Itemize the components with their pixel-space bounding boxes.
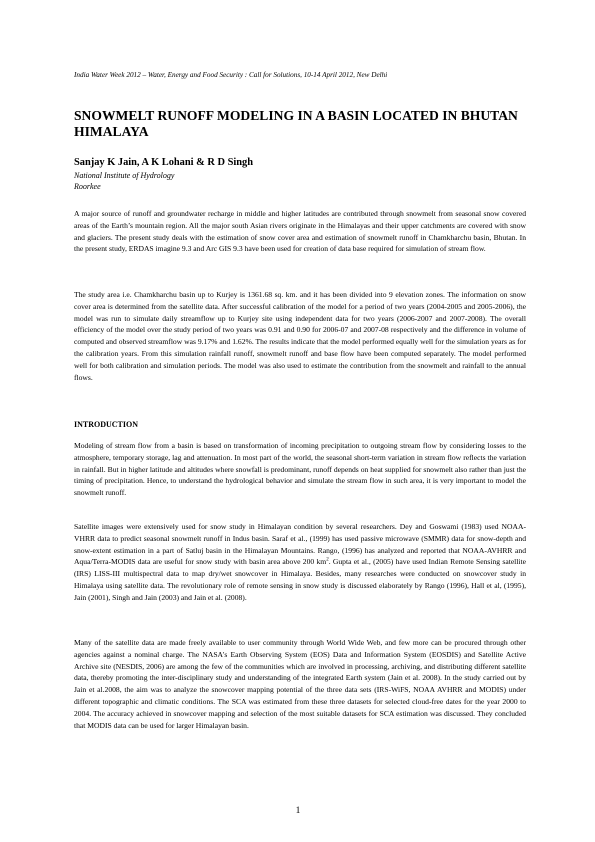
introduction-paragraph-2 — [74, 521, 526, 604]
introduction-paragraph-3: Many of the satellite data are made freely available to user community through World Wide Web, and few more can be procured through other agencies against a nominal charge. The NASA's Earth Observing System (EOS) Data and Information System (EOSDIS) and Satellite Active Archive site (NESDIS, 2006) are among the few of the communities which are involved in processing, archiving, and distributing different satellite data, thereby promoting the inter-disciplinary study and understanding of the integrated Earth system (Jain et al. 2008). In the study carried out by Jain et al.2008, the aim was to analyze the snowcover mapping potential of the three data sets (IRS-WiFS, NOAA AVHRR and MODIS) under different topographic and climatic conditions. The SCA was estimated from these three datasets for selected cloud-free dates for the year 2000 to 2004. The accuracy achieved in snowcover mapping and selection of the most suitable datasets for SCA estimation was discussed. They concluded that MODIS data can be used for larger Himalayan basin. — [74, 638, 526, 730]
superscript: 2 — [326, 557, 329, 563]
section-heading-introduction: INTRODUCTION — [74, 420, 139, 429]
author-location: Roorkee — [74, 182, 101, 191]
paragraph-text: Satellite images were extensively used for snow study in Himalayan condition by several researchers. Dey and Goswami (1983) used NOAA-VHRR data to predict seasonal snowmelt runoff in Indus basin. Saraf et al., (1999) has used passive microwave (SMMR) data for snow-depth and snow-extent estimation in a part of Satluj basin in the Himalayan Mountains. Rango, (1996) has analyzed and reported that NOAA-AVHRR and Aqua/Terra-MODIS data are useful for snow study with basin area above 200 km — [74, 522, 526, 567]
abstract-paragraph-2: The study area i.e. Chamkharchu basin up to Kurjey is 1361.68 sq. km. and it has been divided into 9 elevation zones. The information on snow cover area is determined from the satellite data. After successful calibration of the model for a period of two years (2004-2005 and 2005-2006), the model was run to simulate daily streamflow up to Kurjey site using independent data for two years (2006-2007 and 2007-2008). The overall efficiency of the model over the study period of two years was 0.91 and 0.90 for 2006-07 and 2007-08 respectively and the difference in volume of computed and observed streamflow was 9.17% and 1.62%. The results indicate that the model performed equally well for the simulation years as for the calibration years. From this simulation rainfall runoff, snowmelt runoff and base flow have been computed separately. The model performed well for both calibration and simulation periods. The model was also used to estimate the contribution from the snowmelt and rainfall to the annual flows. — [74, 290, 526, 382]
author-affiliation: National Institute of Hydrology — [74, 171, 175, 180]
paper-title: SNOWMELT RUNOFF MODELING IN A BASIN LOCATED IN BHUTAN HIMALAYA — [74, 108, 518, 139]
page-number: 1 — [295, 806, 301, 816]
paragraph-text: . Gupta et al., (2005) have used Indian Remote Sensing satellite (IRS) LISS-III multispectral data to map dry/wet snowcover in Himalaya. Besides, many researches were conducted on snowcover study in Himalaya using satellite data. The revolutionary role of remote sensing in snow study is discussed elaborately by Rango (1996), Hall et al, (1995), Jain (2001), Singh and Jain (2003) and Jain et al. (2008). — [74, 557, 526, 602]
abstract-paragraph-1: A major source of runoff and groundwater recharge in middle and higher latitudes are contributed through snowmelt from seasonal snow covered areas of the Earth’s mountain region. All the major south Asian rivers originate in the Himalayas and their upper catchments are covered with snow and glaciers. The present study deals with the estimation of snow cover area and estimation of snowmelt runoff in Chamkharchu basin, Bhutan. In the present study, ERDAS imagine 9.3 and Arc GIS 9.3 have been used for creation of data base required for simulation of stream flow. — [74, 209, 526, 254]
author-list: Sanjay K Jain, A K Lohani & R D Singh — [74, 157, 254, 168]
running-header: India Water Week 2012 – Water, Energy and Food Security : Call for Solutions, 10-14 April 2012, New Delhi — [74, 71, 388, 79]
introduction-paragraph-1: Modeling of stream flow from a basin is based on transformation of incoming precipitation to outgoing stream flow by considering losses to the atmosphere, temporary storage, lag and attenuation. In most part of the world, the seasonal short-term variation in stream flow reflects the variation in rainfall. But in higher latitude and altitudes where snowfall is predominant, runoff depends on heat supplied for snowmelt also rather than just the timing of precipitation. Hence, to understand the hydrological behavior and simulate the stream flow in such area, it is very important to model the snowmelt runoff. — [74, 441, 526, 498]
